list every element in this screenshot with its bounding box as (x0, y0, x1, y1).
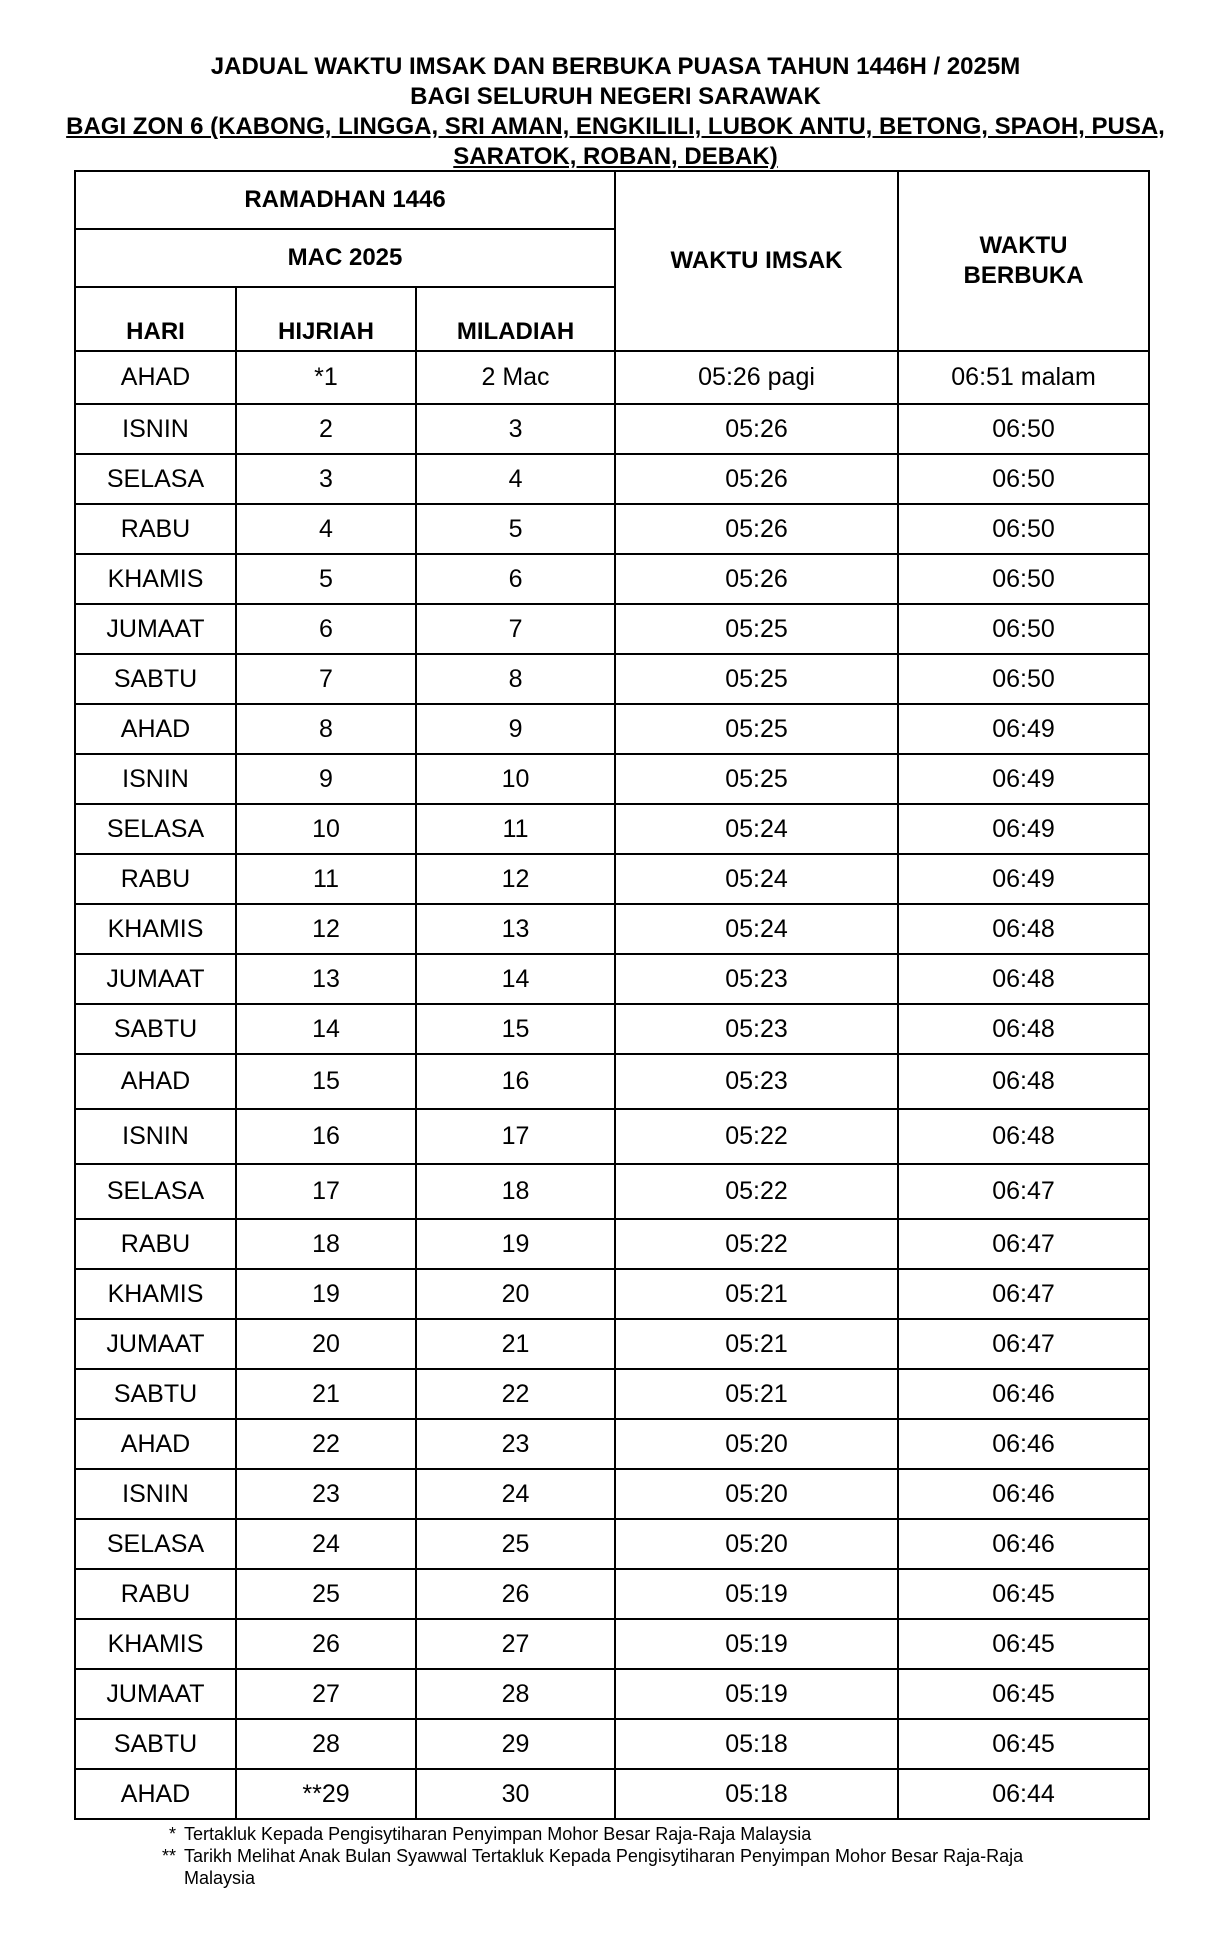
table-row (75, 504, 1149, 554)
cell-imsak: 05:20 (615, 1519, 898, 1569)
cell-hijriah: 15 (236, 1054, 416, 1109)
cell-hari: SABTU (75, 654, 236, 704)
cell-miladiah: 21 (416, 1319, 615, 1369)
cell-imsak: 05:21 (615, 1269, 898, 1319)
cell-miladiah: 19 (416, 1219, 615, 1269)
cell-imsak: 05:20 (615, 1419, 898, 1469)
schedule-table (74, 170, 1150, 1820)
cell-hijriah: 28 (236, 1719, 416, 1769)
cell-hijriah: 4 (236, 504, 416, 554)
cell-imsak: 05:25 (615, 604, 898, 654)
cell-imsak: 05:26 pagi (615, 351, 898, 404)
cell-hari: JUMAAT (75, 1319, 236, 1369)
cell-berbuka: 06:48 (898, 1004, 1149, 1054)
cell-berbuka: 06:46 (898, 1469, 1149, 1519)
schedule-body (75, 351, 1149, 1819)
cell-hijriah: 27 (236, 1669, 416, 1719)
footnote (140, 1845, 1040, 1889)
table-row (75, 904, 1149, 954)
cell-hijriah: 9 (236, 754, 416, 804)
cell-hari: JUMAAT (75, 1669, 236, 1719)
cell-berbuka: 06:50 (898, 404, 1149, 454)
table-row (75, 1164, 1149, 1219)
cell-miladiah: 23 (416, 1419, 615, 1469)
footnote-mark: ** (161, 1846, 176, 1866)
cell-hijriah: **29 (236, 1769, 416, 1819)
ramadhan-header: RAMADHAN 1446 (75, 171, 615, 229)
table-row (75, 1109, 1149, 1164)
cell-miladiah: 13 (416, 904, 615, 954)
cell-imsak: 05:26 (615, 454, 898, 504)
cell-imsak: 05:20 (615, 1469, 898, 1519)
table-row (75, 1719, 1149, 1769)
cell-berbuka: 06:50 (898, 604, 1149, 654)
cell-miladiah: 18 (416, 1164, 615, 1219)
cell-imsak: 05:21 (615, 1369, 898, 1419)
cell-miladiah: 11 (416, 804, 615, 854)
footnote (140, 1823, 1040, 1845)
cell-berbuka: 06:47 (898, 1219, 1149, 1269)
cell-hijriah: 16 (236, 1109, 416, 1164)
cell-berbuka: 06:45 (898, 1619, 1149, 1669)
cell-miladiah: 27 (416, 1619, 615, 1669)
cell-imsak: 05:23 (615, 1004, 898, 1054)
table-row (75, 1269, 1149, 1319)
cell-miladiah: 4 (416, 454, 615, 504)
cell-hari: RABU (75, 504, 236, 554)
cell-miladiah: 29 (416, 1719, 615, 1769)
cell-hari: AHAD (75, 351, 236, 404)
cell-imsak: 05:24 (615, 804, 898, 854)
cell-miladiah: 14 (416, 954, 615, 1004)
cell-hari: KHAMIS (75, 1619, 236, 1669)
footnote-text: Tertakluk Kepada Pengisytiharan Penyimpan Mohor Besar Raja-Raja Malaysia (184, 1824, 812, 1844)
cell-hari: SELASA (75, 804, 236, 854)
cell-miladiah: 30 (416, 1769, 615, 1819)
cell-miladiah: 26 (416, 1569, 615, 1619)
cell-imsak: 05:25 (615, 704, 898, 754)
title-line-3: BAGI ZON 6 (KABONG, LINGGA, SRI AMAN, ENGKILILI, LUBOK ANTU, BETONG, SPAOH, PUSA, (66, 113, 1165, 140)
cell-hijriah: 18 (236, 1219, 416, 1269)
cell-hari: SABTU (75, 1719, 236, 1769)
cell-miladiah: 17 (416, 1109, 615, 1164)
cell-miladiah: 9 (416, 704, 615, 754)
cell-miladiah: 12 (416, 854, 615, 904)
cell-hari: ISNIN (75, 404, 236, 454)
berbuka-header (898, 171, 1149, 351)
table-row (75, 704, 1149, 754)
cell-hari: KHAMIS (75, 554, 236, 604)
cell-berbuka: 06:48 (898, 904, 1149, 954)
cell-imsak: 05:22 (615, 1219, 898, 1269)
cell-hijriah: *1 (236, 351, 416, 404)
cell-miladiah: 15 (416, 1004, 615, 1054)
cell-hijriah: 24 (236, 1519, 416, 1569)
cell-miladiah: 5 (416, 504, 615, 554)
hijriah-header: HIJRIAH (236, 287, 416, 351)
cell-hari: RABU (75, 1569, 236, 1619)
cell-miladiah: 10 (416, 754, 615, 804)
cell-berbuka: 06:45 (898, 1569, 1149, 1619)
cell-berbuka: 06:45 (898, 1719, 1149, 1769)
imsak-header: WAKTU IMSAK (615, 171, 898, 351)
table-row (75, 654, 1149, 704)
cell-berbuka: 06:49 (898, 704, 1149, 754)
cell-hijriah: 26 (236, 1619, 416, 1669)
cell-hari: ISNIN (75, 754, 236, 804)
cell-berbuka: 06:46 (898, 1419, 1149, 1469)
cell-hari: ISNIN (75, 1469, 236, 1519)
cell-hijriah: 14 (236, 1004, 416, 1054)
table-row (75, 1219, 1149, 1269)
cell-miladiah: 6 (416, 554, 615, 604)
cell-imsak: 05:19 (615, 1669, 898, 1719)
table-row (75, 1519, 1149, 1569)
cell-hari: SELASA (75, 454, 236, 504)
cell-berbuka: 06:46 (898, 1369, 1149, 1419)
cell-hari: SABTU (75, 1004, 236, 1054)
cell-hijriah: 10 (236, 804, 416, 854)
table-row (75, 604, 1149, 654)
cell-imsak: 05:26 (615, 554, 898, 604)
cell-berbuka: 06:49 (898, 754, 1149, 804)
table-row (75, 854, 1149, 904)
cell-berbuka: 06:45 (898, 1669, 1149, 1719)
cell-hijriah: 17 (236, 1164, 416, 1219)
cell-miladiah: 20 (416, 1269, 615, 1319)
table-row (75, 1619, 1149, 1669)
cell-miladiah: 3 (416, 404, 615, 454)
cell-berbuka: 06:47 (898, 1269, 1149, 1319)
table-row (75, 1569, 1149, 1619)
berbuka-header-line-2: BERBUKA (963, 262, 1084, 289)
cell-imsak: 05:25 (615, 754, 898, 804)
cell-hari: KHAMIS (75, 1269, 236, 1319)
cell-imsak: 05:18 (615, 1769, 898, 1819)
miladiah-header: MILADIAH (416, 287, 615, 351)
cell-hijriah: 22 (236, 1419, 416, 1469)
cell-imsak: 05:26 (615, 504, 898, 554)
cell-imsak: 05:26 (615, 404, 898, 454)
cell-hari: SELASA (75, 1164, 236, 1219)
table-row (75, 1054, 1149, 1109)
cell-berbuka: 06:44 (898, 1769, 1149, 1819)
cell-hijriah: 25 (236, 1569, 416, 1619)
cell-imsak: 05:24 (615, 904, 898, 954)
footnote-mark: * (168, 1824, 176, 1844)
cell-miladiah: 8 (416, 654, 615, 704)
cell-imsak: 05:25 (615, 654, 898, 704)
cell-hari: AHAD (75, 1054, 236, 1109)
cell-hari: JUMAAT (75, 954, 236, 1004)
cell-hari: SELASA (75, 1519, 236, 1569)
cell-imsak: 05:23 (615, 1054, 898, 1109)
cell-hijriah: 6 (236, 604, 416, 654)
table-row (75, 404, 1149, 454)
cell-imsak: 05:22 (615, 1109, 898, 1164)
cell-hijriah: 8 (236, 704, 416, 754)
footnote-text: Tarikh Melihat Anak Bulan Syawwal Tertakluk Kepada Pengisytiharan Penyimpan Mohor Besar Raja-Raja Malaysia (184, 1846, 1024, 1888)
cell-hijriah: 12 (236, 904, 416, 954)
cell-berbuka: 06:48 (898, 954, 1149, 1004)
cell-hijriah: 5 (236, 554, 416, 604)
cell-berbuka: 06:48 (898, 1054, 1149, 1109)
table-row (75, 454, 1149, 504)
cell-berbuka: 06:50 (898, 654, 1149, 704)
cell-hijriah: 21 (236, 1369, 416, 1419)
title-line-1: JADUAL WAKTU IMSAK DAN BERBUKA PUASA TAHUN 1446H / 2025M (210, 53, 1021, 80)
cell-hijriah: 11 (236, 854, 416, 904)
title-line-2: BAGI SELURUH NEGERI SARAWAK (410, 83, 821, 110)
cell-berbuka: 06:47 (898, 1164, 1149, 1219)
cell-imsak: 05:22 (615, 1164, 898, 1219)
table-row (75, 1369, 1149, 1419)
table-row (75, 754, 1149, 804)
cell-miladiah: 22 (416, 1369, 615, 1419)
berbuka-header-line-1: WAKTU (979, 232, 1068, 259)
cell-imsak: 05:21 (615, 1319, 898, 1369)
cell-hijriah: 19 (236, 1269, 416, 1319)
month-header: MAC 2025 (75, 229, 615, 287)
cell-berbuka: 06:50 (898, 504, 1149, 554)
cell-berbuka: 06:47 (898, 1319, 1149, 1369)
cell-hijriah: 3 (236, 454, 416, 504)
cell-berbuka: 06:46 (898, 1519, 1149, 1569)
table-row (75, 1004, 1149, 1054)
cell-miladiah: 2 Mac (416, 351, 615, 404)
cell-hari: SABTU (75, 1369, 236, 1419)
cell-hari: ISNIN (75, 1109, 236, 1164)
cell-miladiah: 25 (416, 1519, 615, 1569)
cell-hari: RABU (75, 854, 236, 904)
cell-miladiah: 28 (416, 1669, 615, 1719)
hari-header: HARI (75, 287, 236, 351)
title-line-4: SARATOK, ROBAN, DEBAK) (453, 143, 778, 170)
cell-hari: AHAD (75, 1419, 236, 1469)
cell-imsak: 05:19 (615, 1569, 898, 1619)
document-title (20, 52, 1211, 172)
cell-imsak: 05:23 (615, 954, 898, 1004)
cell-miladiah: 7 (416, 604, 615, 654)
cell-hari: RABU (75, 1219, 236, 1269)
cell-berbuka: 06:51 malam (898, 351, 1149, 404)
cell-miladiah: 16 (416, 1054, 615, 1109)
cell-hari: KHAMIS (75, 904, 236, 954)
cell-berbuka: 06:49 (898, 804, 1149, 854)
cell-miladiah: 24 (416, 1469, 615, 1519)
table-row (75, 1469, 1149, 1519)
footnotes (140, 1823, 1040, 1889)
table-row (75, 804, 1149, 854)
table-row (75, 554, 1149, 604)
cell-hari: JUMAAT (75, 604, 236, 654)
cell-berbuka: 06:50 (898, 454, 1149, 504)
table-row (75, 351, 1149, 404)
table-row (75, 1319, 1149, 1369)
cell-hijriah: 13 (236, 954, 416, 1004)
table-row (75, 1669, 1149, 1719)
table-row (75, 1769, 1149, 1819)
cell-hijriah: 23 (236, 1469, 416, 1519)
table-row (75, 954, 1149, 1004)
cell-hijriah: 2 (236, 404, 416, 454)
cell-hari: AHAD (75, 1769, 236, 1819)
cell-berbuka: 06:48 (898, 1109, 1149, 1164)
cell-berbuka: 06:50 (898, 554, 1149, 604)
cell-hari: AHAD (75, 704, 236, 754)
cell-imsak: 05:19 (615, 1619, 898, 1669)
cell-hijriah: 20 (236, 1319, 416, 1369)
table-row (75, 1419, 1149, 1469)
cell-imsak: 05:24 (615, 854, 898, 904)
cell-hijriah: 7 (236, 654, 416, 704)
cell-berbuka: 06:49 (898, 854, 1149, 904)
cell-imsak: 05:18 (615, 1719, 898, 1769)
